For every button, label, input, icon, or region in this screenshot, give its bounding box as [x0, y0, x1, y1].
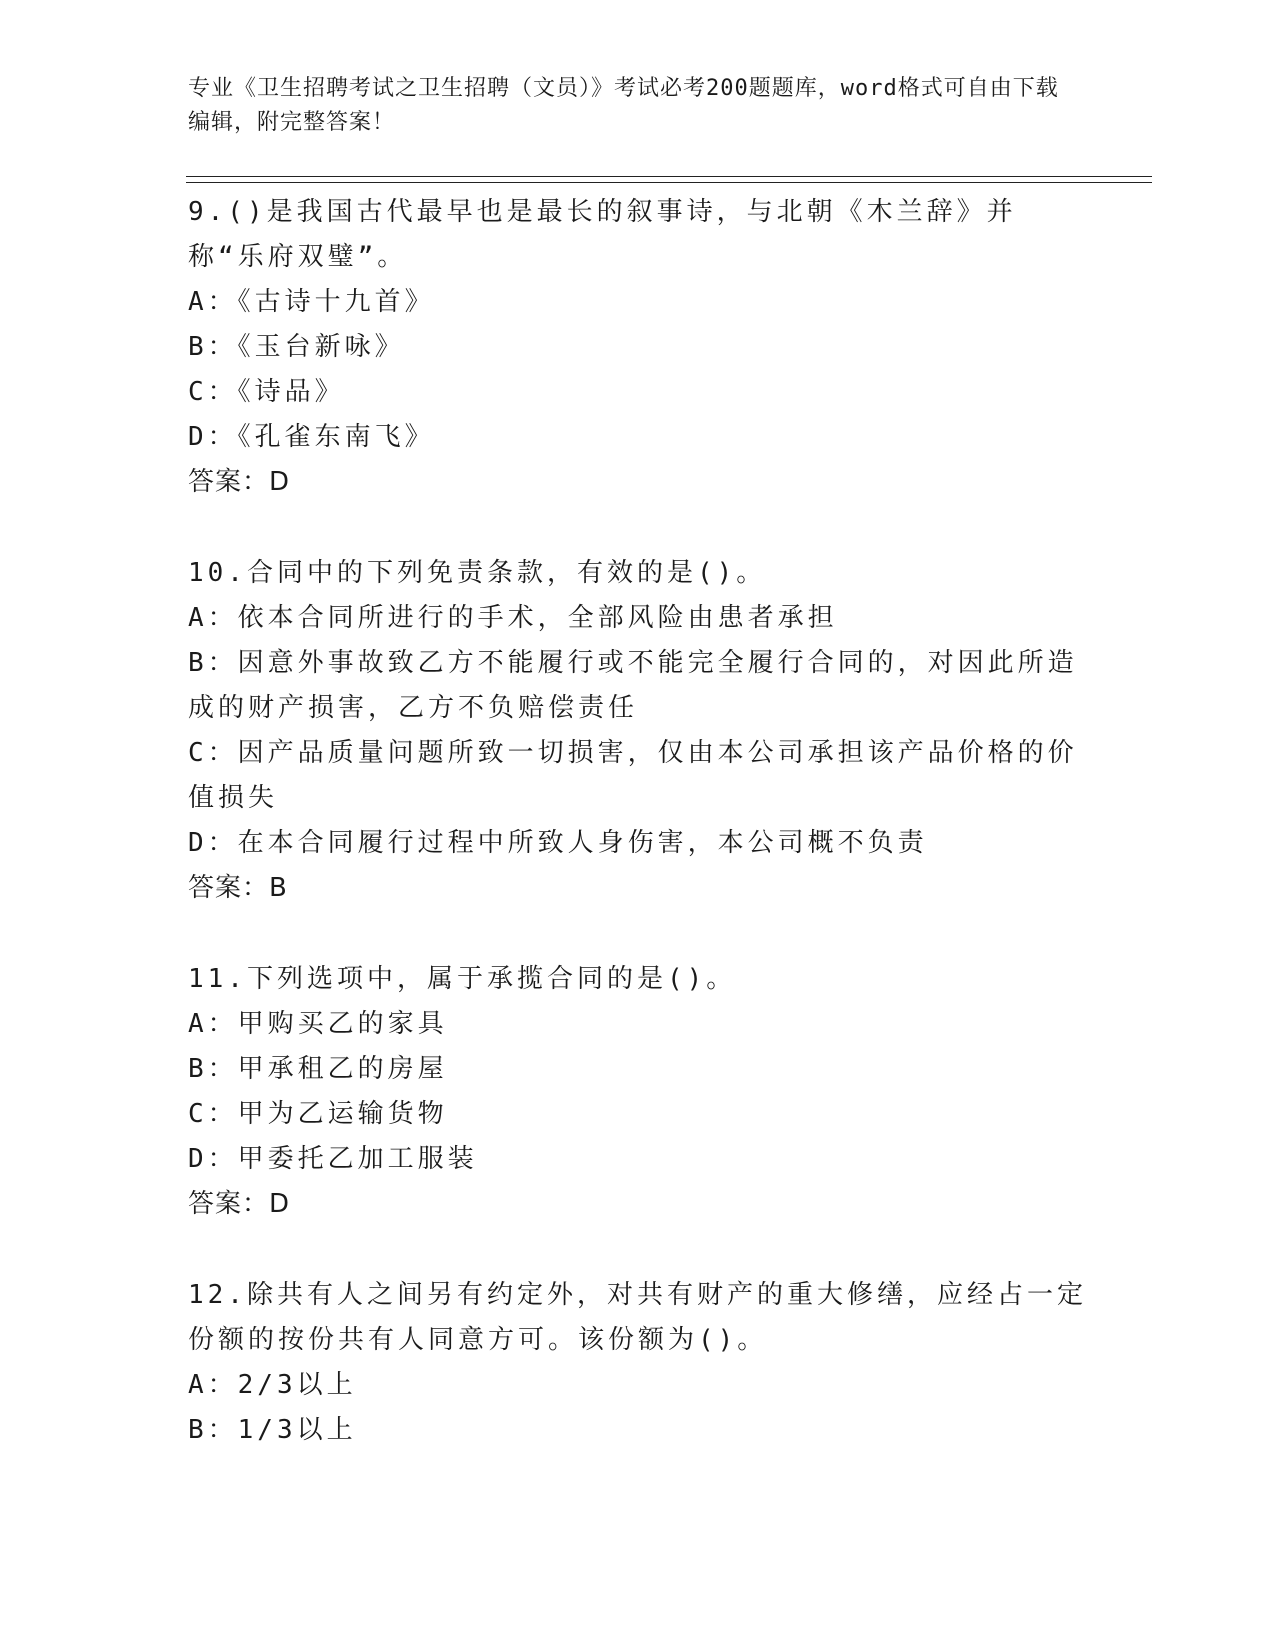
- question-12: [188, 1273, 1088, 1453]
- option-d: D：甲委托乙加工服装: [188, 1144, 478, 1174]
- question-9: [188, 190, 1088, 505]
- option-b: B：1/3以上: [188, 1415, 357, 1445]
- question-stem: 10.合同中的下列免责条款，有效的是()。: [188, 558, 767, 588]
- answer-line: 答案：D: [188, 467, 291, 497]
- option-c: C：因产品质量问题所致一切损害，仅由本公司承担该产品价格的价值损失: [188, 738, 1078, 813]
- answer-line: 答案：B: [188, 873, 288, 903]
- question-10: [188, 551, 1088, 911]
- option-c: C：《诗品》: [188, 377, 345, 407]
- question-stem: 12.除共有人之间另有约定外，对共有财产的重大修缮，应经占一定份额的按份共有人同意方可。该份额为()。: [188, 1280, 1087, 1355]
- option-a: A：2/3以上: [188, 1370, 357, 1400]
- question-list: [188, 190, 1088, 1499]
- document-header: 专业《卫生招聘考试之卫生招聘（文员）》考试必考200题题库，word格式可自由下载编辑，附完整答案！: [188, 76, 1059, 135]
- header-divider: [186, 176, 1152, 183]
- option-a: A：《古诗十九首》: [188, 287, 435, 317]
- answer-line: 答案：D: [188, 1189, 291, 1219]
- option-d: D：在本合同履行过程中所致人身伤害，本公司概不负责: [188, 828, 928, 858]
- option-d: D：《孔雀东南飞》: [188, 422, 435, 452]
- question-11: [188, 957, 1088, 1227]
- option-a: A：依本合同所进行的手术，全部风险由患者承担: [188, 603, 838, 633]
- option-b: B：甲承租乙的房屋: [188, 1054, 448, 1084]
- question-stem: 9.()是我国古代最早也是最长的叙事诗，与北朝《木兰辞》并称“乐府双璧”。: [188, 197, 1017, 272]
- option-c: C：甲为乙运输货物: [188, 1099, 448, 1129]
- option-a: A：甲购买乙的家具: [188, 1009, 448, 1039]
- question-stem: 11.下列选项中，属于承揽合同的是()。: [188, 964, 737, 994]
- option-b: B：《玉台新咏》: [188, 332, 405, 362]
- option-b: B：因意外事故致乙方不能履行或不能完全履行合同的，对因此所造成的财产损害，乙方不负赔偿责任: [188, 648, 1078, 723]
